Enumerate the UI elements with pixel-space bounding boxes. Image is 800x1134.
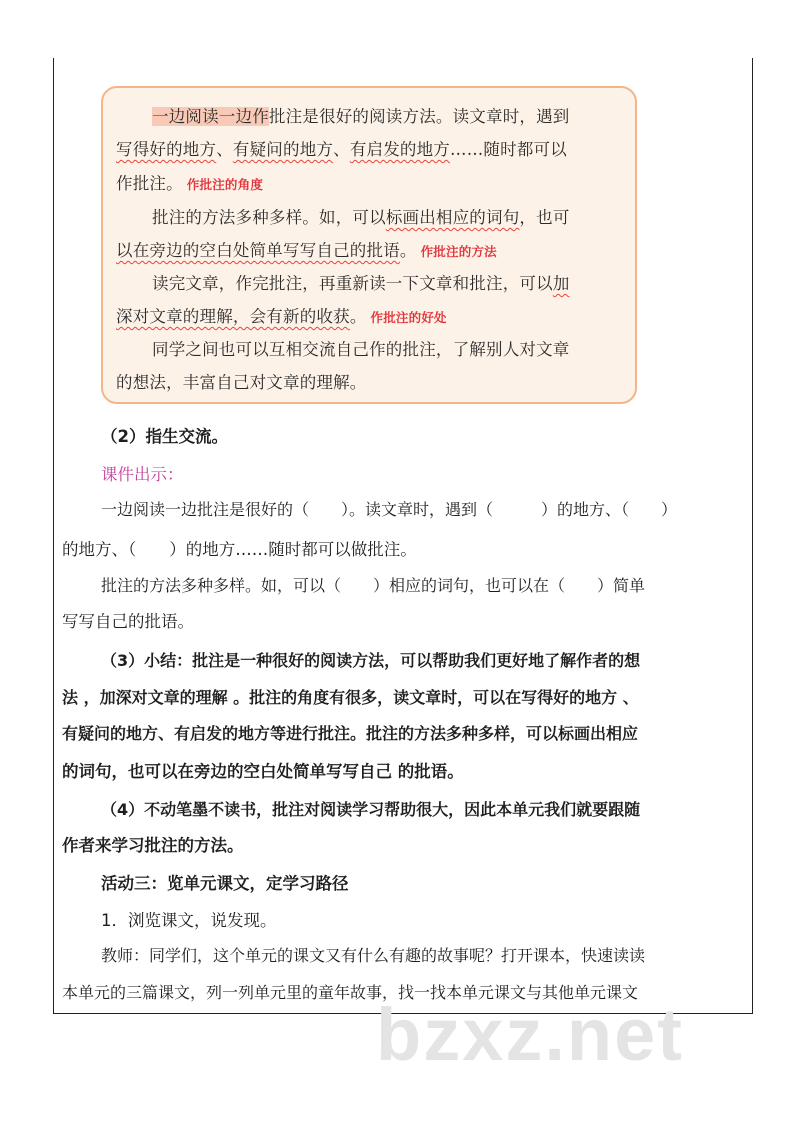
watermark: bzxz.net [376, 993, 684, 1076]
callout-line: 作批注。 作批注的角度 [116, 174, 264, 193]
activity-heading: 活动三：览单元课文，定学习路径 [101, 874, 349, 893]
summary-paragraph-line: 有疑问的地方、有启发的地方等进行批注。批注的方法多种多样，可以标画出相应 [62, 724, 639, 743]
callout-line: 批注的方法多种多样。如，可以标画出相应的词句，也可 [152, 208, 570, 227]
fill-blank-line: 批注的方法多种多样。如，可以（ ）相应的词句，也可以在（ ）简单 [101, 576, 646, 595]
paragraph-line: 作者来学习批注的方法。 [62, 836, 244, 855]
callout-line: 以在旁边的空白处简单写写自己的批语。 作批注的方法 [116, 241, 497, 260]
paragraph-line: （4）不动笔墨不读书，批注对阅读学习帮助很大，因此本单元我们就要跟随 [101, 800, 641, 819]
callout-line: 写得好的地方、有疑问的地方、有启发的地方……随时都可以 [116, 140, 567, 159]
wavy-underlined-text: 加 [552, 274, 570, 293]
callout-line: 同学之间也可以互相交流自己作的批注，了解别人对文章 [152, 340, 570, 359]
margin-annotation: 作批注的角度 [186, 177, 264, 192]
paragraph-line: 本单元的三篇课文，列一列单元里的童年故事，找一找本单元课文与其他单元课文 [62, 983, 639, 1002]
callout-line: 的想法，丰富自己对文章的理解。 [116, 373, 367, 392]
wavy-underlined-text: 写得好的地方 [116, 140, 217, 159]
summary-paragraph-line: 的词句，也可以在旁边的空白处简单写写自己 的批语。 [62, 762, 464, 781]
fill-blank-line: 的地方、（ ）的地方……随时都可以做批注。 [62, 540, 417, 559]
wavy-underlined-text: 有启发的地方 [349, 140, 451, 159]
fill-blank-line: 写写自己的批语。 [62, 612, 194, 631]
wavy-underlined-text: 标画出相应的词句 [385, 208, 520, 227]
paragraph-line: 教师：同学们，这个单元的课文又有什么有趣的故事呢？打开课本，快速读读 [101, 946, 646, 965]
summary-paragraph-line: 法 ，加深对文章的理解 。批注的角度有很多，读文章时，可以在写得好的地方 、 [62, 688, 639, 707]
wavy-underlined-text: 以在旁边的空白处简单写写自己的批语 [116, 241, 400, 260]
callout-line: 深对文章的理解，会有新的收获。 作批注的好处 [116, 307, 447, 326]
fill-blank-line: 一边阅读一边批注是很好的（ ）。读文章时，遇到（ ）的地方、（ ） [101, 500, 678, 519]
sub-heading: 1．浏览课文，说发现。 [101, 911, 277, 930]
courseware-label: 课件出示： [101, 465, 184, 484]
callout-line: 读完文章，作完批注，再重新读一下文章和批注，可以加 [152, 274, 570, 293]
step-heading: （2）指生交流。 [101, 427, 228, 446]
callout-line: 一边阅读一边作批注是很好的阅读方法。读文章时，遇到 [152, 107, 570, 126]
margin-annotation: 作批注的好处 [370, 310, 447, 325]
highlighted-text: 一边阅读一边作 [152, 107, 269, 126]
wavy-underlined-text: 有疑问的地方 [232, 140, 334, 159]
margin-annotation: 作批注的方法 [420, 244, 497, 259]
summary-paragraph-line: （3）小结：批注是一种很好的阅读方法，可以帮助我们更好地了解作者的想 [101, 651, 641, 670]
wavy-underlined-text: 深对文章的理解，会有新的收获 [116, 307, 350, 326]
